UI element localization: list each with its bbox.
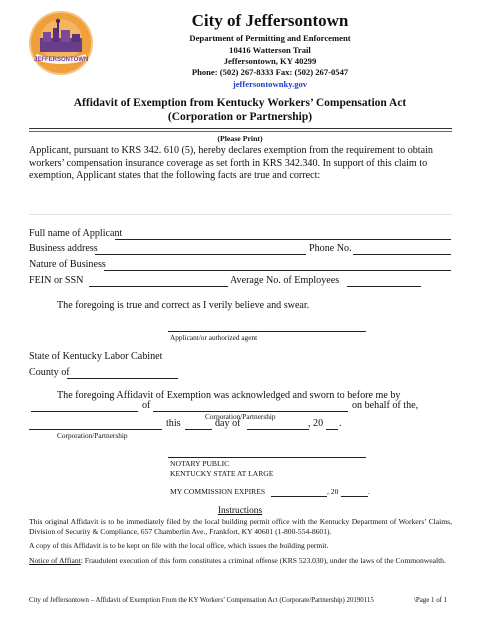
county-line[interactable] [67,378,178,379]
affiant-name-line[interactable] [31,411,138,412]
street-address: 10416 Watterson Trail [229,45,311,55]
please-print: (Please Print) [217,134,263,143]
state-at-large-label: KENTUCKY STATE AT LARGE [170,469,274,478]
business-address-line[interactable] [95,254,306,255]
day-line[interactable] [185,429,212,430]
department-name: Department of Permitting and Enforcement [189,33,351,43]
full-name-line[interactable] [115,239,451,240]
month-line[interactable] [247,429,309,430]
year-line[interactable] [326,429,338,430]
notice-label: Notice of Affiant [29,556,81,565]
business-address-label: Business address [29,243,98,254]
this-label: this [166,418,181,429]
instructions-paragraph-2: A copy of this Affidavit is to be kept on file with the local office, which issues the building permit. [29,541,329,550]
day-of-label: day of [215,418,241,429]
commission-year-line[interactable] [341,496,368,497]
notary-signature-line[interactable] [168,457,366,458]
commission-date-line[interactable] [271,496,327,497]
footer-page-number: \Page 1 of 1 [414,597,448,604]
phone-no-line[interactable] [353,254,451,255]
document-subtitle: (Corporation or Partnership) [167,111,313,123]
title-rule [29,128,452,129]
avg-employees-line[interactable] [347,286,421,287]
of-label: of [142,400,151,411]
footer-document-id: City of Jeffersontown – Affidavit of Exemption From the KY Workers’ Compensation Act (Corporate/Partnership) 20190115 [29,597,374,604]
state-label: State of Kentucky Labor Cabinet [29,351,163,362]
commission-year-prefix: , 20 [327,487,339,496]
corporation-label-1: Corporation/Partnership [205,412,276,421]
phone-fax: Phone: (502) 267-8333 Fax: (502) 267-0547 [191,67,349,77]
notary-public-label: NOTARY PUBLIC [170,459,230,468]
intro-paragraph: Applicant, pursuant to KRS 342. 610 (5), hereby declares exemption from the requirement to obtain workers’ compensation insurance coverage as set forth in KRS 342.340. In support of this claim to exemption, Applicant states that the following facts are true and correct: [29,145,433,182]
website-link[interactable]: jeffersontownky.gov [232,79,308,89]
phone-no-label: Phone No. [309,243,352,254]
city-name: City of Jeffersontown [191,11,349,30]
notice-of-affiant [29,556,452,566]
on-behalf-label: on behalf of the, [352,400,419,411]
year-prefix: , 20 [308,418,324,429]
county-label: County of [29,367,70,378]
avg-employees-label: Average No. of Employees [230,275,340,286]
applicant-signature-label: Applicant/or authorized agent [170,333,258,342]
corporation-label-2: Corporation/Partnership [57,431,128,440]
section-divider [29,214,452,215]
commission-expires-label: MY COMMISSION EXPIRES [170,487,266,496]
acknowledgement-text: The foregoing Affidavit of Exemption was acknowledged and sworn to before me by [57,390,401,401]
full-name-label: Full name of Applicant [29,228,123,239]
city-state-zip: Jeffersontown, KY 40299 [223,56,317,66]
nature-of-business-label: Nature of Business [29,259,106,270]
nature-of-business-line[interactable] [104,270,451,271]
title-rule-thin [29,131,452,132]
sworn-statement: The foregoing is true and correct as I verily believe and swear. [57,300,310,311]
instructions-heading: Instructions [217,506,263,516]
notice-text: : Fraudulent execution of this form constitutes a criminal offense (KRS 523.030), under the laws of the Commonwealth. [80,556,446,565]
corporation-name-line[interactable] [29,429,162,430]
fein-line[interactable] [89,286,228,287]
fein-label: FEIN or SSN [29,275,84,286]
commission-period: . [368,487,370,496]
applicant-signature-line[interactable] [168,331,366,332]
year-period: . [339,418,342,429]
document-title: Affidavit of Exemption from Kentucky Workers’ Compensation Act [73,97,407,109]
instructions-paragraph-1: This original Affidavit is to be immediately filed by the local building permit office with the Kentucky Department of Workers’ Claims, Division of Security & Compliance, 657 Chamberlin Ave., Frankfort, KY 40601 (1-800-554-8601). [29,517,452,536]
logo-text: JEFFERSONTOWN [34,57,89,63]
